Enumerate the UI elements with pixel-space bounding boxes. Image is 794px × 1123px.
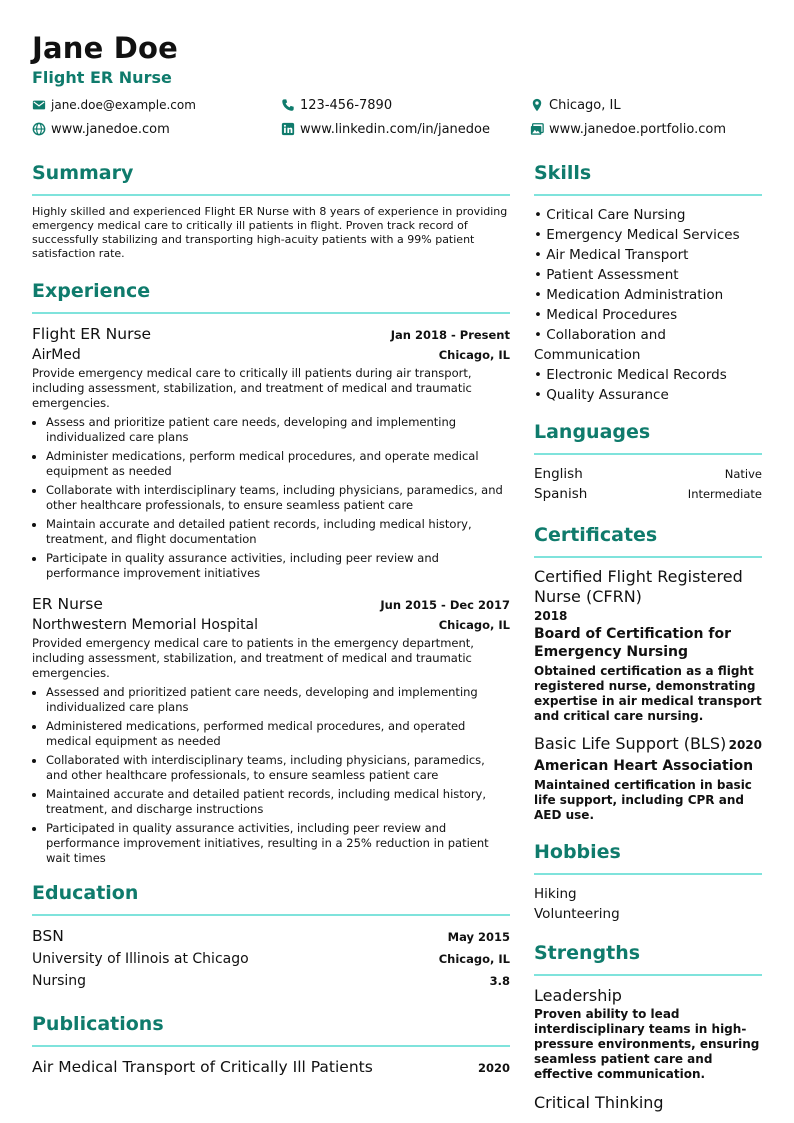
skill-item: • Patient Assessment — [534, 267, 679, 283]
job-organization: AirMed — [32, 347, 81, 363]
language-item — [534, 464, 762, 484]
contact-linkedin[interactable] — [281, 119, 530, 139]
globe-icon — [32, 122, 46, 136]
section-divider — [534, 556, 762, 558]
skill-item: • Medication Administration — [534, 287, 724, 303]
job-date: Jan 2018 - Present — [390, 328, 510, 342]
summary-heading: Summary — [32, 162, 134, 184]
contact-email[interactable] — [32, 95, 281, 115]
job-bullet: • Participate in quality assurance activities, including peer review and performance improvement initiatives — [46, 551, 510, 581]
contact-portfolio[interactable] — [530, 119, 762, 139]
certificates-section — [534, 522, 762, 823]
location-icon — [530, 98, 544, 112]
skill-item: • Collaboration and Communication — [534, 327, 666, 363]
contact-bar — [32, 95, 762, 139]
job-description: Provide emergency medical care to critically ill patients during air transport, including assessment, stabilization, and treatment of medical and traumatic emergencies. — [32, 366, 472, 410]
strengths-section — [534, 940, 762, 1114]
certificates-heading: Certificates — [534, 524, 658, 546]
strength-name: Critical Thinking — [534, 1093, 664, 1112]
experience-section — [32, 278, 510, 866]
contact-linkedin-text: www.linkedin.com/in/janedoe — [300, 121, 490, 137]
job-entry — [32, 323, 510, 581]
skill-item: • Critical Care Nursing — [534, 207, 686, 223]
skills-section — [534, 160, 762, 405]
strengths-heading: Strengths — [534, 942, 641, 964]
job-description: Provided emergency medical care to patients in the emergency department, including assessment, stabilization, and treatment of medical and traumatic emergencies. — [32, 636, 474, 680]
education-school: University of Illinois at Chicago — [32, 951, 249, 967]
hobbies-section — [534, 839, 762, 924]
certificate-year: 2018 — [534, 609, 568, 623]
section-divider — [534, 453, 762, 455]
phone-icon — [281, 98, 295, 112]
candidate-title: Flight ER Nurse — [32, 68, 172, 87]
hobbies-heading: Hobbies — [534, 841, 621, 863]
languages-heading: Languages — [534, 421, 651, 443]
right-column — [534, 160, 762, 1114]
certificate-name: Basic Life Support (BLS) — [534, 734, 727, 753]
education-section — [32, 880, 510, 991]
certificate-issuer: American Heart Association — [534, 758, 754, 774]
summary-section — [32, 160, 510, 261]
publications-heading: Publications — [32, 1013, 164, 1035]
resume-page — [32, 30, 762, 1112]
skills-heading: Skills — [534, 162, 592, 184]
contact-location-text: Chicago, IL — [549, 97, 621, 113]
education-field: Nursing — [32, 973, 87, 989]
strength-description: Proven ability to lead interdisciplinary teams in high-pressure environments, ensuring seamless patient care and effective communication. — [534, 1007, 760, 1081]
publication-year: 2020 — [477, 1061, 510, 1075]
skill-item: • Medical Procedures — [534, 307, 678, 323]
candidate-name: Jane Doe — [32, 31, 179, 65]
language-item — [534, 484, 762, 504]
certificate-description: Obtained certification as a flight registered nurse, demonstrating expertise in air medical transport and critical care nursing. — [534, 664, 762, 723]
education-heading: Education — [32, 882, 139, 904]
linkedin-icon — [281, 122, 295, 136]
certificate-issuer: Board of Certification for Emergency Nursing — [534, 626, 731, 660]
contact-portfolio-text: www.janedoe.portfolio.com — [549, 121, 727, 137]
job-organization: Northwestern Memorial Hospital — [32, 617, 259, 633]
certificate-entry — [534, 734, 762, 823]
certificate-name: Certified Flight Registered Nurse (CFRN) — [534, 567, 743, 606]
hobby-item: Hiking — [534, 886, 577, 902]
job-bullet: • Maintained accurate and detailed patient records, including medical history, treatment, and discharge instructions — [46, 787, 510, 817]
skill-item: • Electronic Medical Records — [534, 367, 727, 383]
language-name: Spanish — [534, 486, 588, 502]
job-bullet: • Assessed and prioritized patient care needs, developing and implementing individualized care plans — [46, 685, 510, 715]
contact-location[interactable] — [530, 95, 762, 115]
hobby-item: Volunteering — [534, 906, 620, 922]
publications-section — [32, 1011, 510, 1078]
job-title: ER Nurse — [32, 595, 103, 613]
contact-website[interactable] — [32, 119, 281, 139]
strength-entry — [534, 985, 762, 1082]
contact-phone[interactable] — [281, 95, 530, 115]
skill-item: • Emergency Medical Services — [534, 227, 740, 243]
publication-title: Air Medical Transport of Critically Ill Patients — [32, 1058, 373, 1076]
job-bullet: • Maintain accurate and detailed patient records, including medical history, treatment, and flight documentation — [46, 517, 510, 547]
summary-text: Highly skilled and experienced Flight ER Nurse with 8 years of experience in providing emergency medical care to critically ill patients in flight. Proven track record of successfully stabilizing and transporting high-acuity patients with a 99% patient satisfaction rate. — [32, 205, 508, 260]
job-bullet: • Assess and prioritize patient care needs, developing and implementing individualized care plans — [46, 415, 510, 445]
skill-item: • Quality Assurance — [534, 387, 669, 403]
job-bullet: • Collaborate with interdisciplinary teams, including physicians, paramedics, and other healthcare professionals, to ensure seamless patient care — [46, 483, 510, 513]
job-bullet: • Administer medications, perform medical procedures, and operate medical equipment as needed — [46, 449, 510, 479]
education-location: Chicago, IL — [438, 952, 510, 966]
certificate-entry — [534, 567, 762, 724]
education-degree: BSN — [32, 927, 64, 945]
contact-phone-text: 123-456-7890 — [300, 97, 393, 113]
section-divider — [32, 1045, 510, 1047]
experience-heading: Experience — [32, 280, 151, 302]
strength-name: Leadership — [534, 986, 622, 1005]
contact-website-text: www.janedoe.com — [51, 121, 170, 137]
job-bullets — [32, 685, 510, 866]
certificate-year: 2020 — [728, 738, 762, 752]
languages-section — [534, 419, 762, 504]
section-divider — [32, 914, 510, 916]
job-title: Flight ER Nurse — [32, 325, 152, 343]
section-divider — [534, 194, 762, 196]
language-level: Native — [724, 467, 762, 481]
section-divider — [534, 974, 762, 976]
education-date: May 2015 — [447, 930, 510, 944]
skill-item: • Air Medical Transport — [534, 247, 689, 263]
email-icon — [32, 98, 46, 112]
language-name: English — [534, 466, 583, 482]
job-bullets — [32, 415, 510, 581]
education-gpa: 3.8 — [489, 974, 510, 988]
strength-entry — [534, 1092, 762, 1114]
section-divider — [534, 873, 762, 875]
section-divider — [32, 194, 510, 196]
job-entry — [32, 593, 510, 866]
job-bullet: • Administered medications, performed medical procedures, and operated medical equipment as needed — [46, 719, 510, 749]
left-column — [32, 160, 510, 1078]
job-bullet: • Participated in quality assurance activities, including peer review and performance improvement initiatives, resulting in a 25% reduction in patient wait times — [46, 821, 510, 866]
job-location: Chicago, IL — [438, 618, 510, 632]
job-date: Jun 2015 - Dec 2017 — [380, 598, 510, 612]
contact-email-text: jane.doe@example.com — [51, 98, 196, 112]
job-bullet: • Collaborated with interdisciplinary teams, including physicians, paramedics, and other healthcare professionals, to ensure seamless patient care — [46, 753, 510, 783]
language-level: Intermediate — [687, 487, 762, 501]
certificate-description: Maintained certification in basic life support, including CPR and AED use. — [534, 778, 752, 822]
job-location: Chicago, IL — [438, 348, 510, 362]
section-divider — [32, 312, 510, 314]
portfolio-icon — [530, 122, 544, 136]
